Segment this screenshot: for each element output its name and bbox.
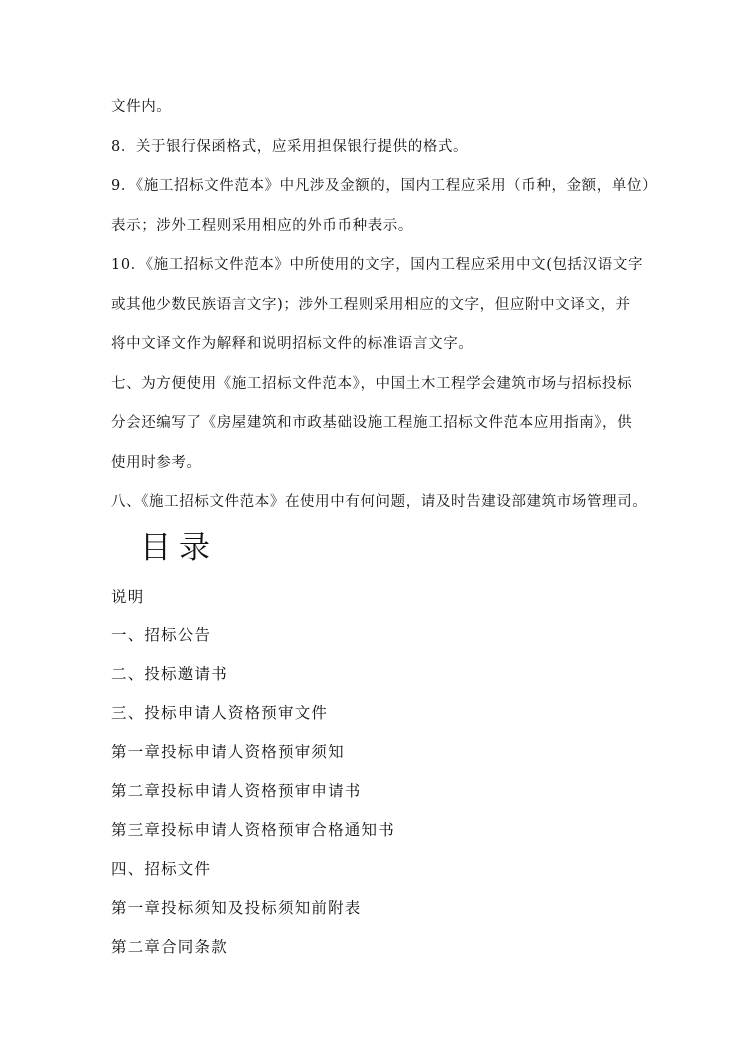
- body-line: 文件内。: [111, 99, 172, 115]
- body-line: 将中文译文作为解释和说明招标文件的标准语言文字。: [111, 336, 474, 352]
- body-line: 八、《施工招标文件范本》在使用中有何问题，请及时告建设部建筑市场管理司。: [111, 494, 648, 510]
- toc-item-chapter-2-prequal-application[interactable]: 第二章投标申请人资格预审申请书: [111, 782, 362, 800]
- body-text: [111, 88, 658, 523]
- body-line: 8．关于银行保函格式，应采用担保银行提供的格式。: [111, 138, 469, 155]
- toc-item-prequalification-docs[interactable]: 三、投标申请人资格预审文件: [111, 704, 329, 722]
- toc-item-bid-invitation[interactable]: 二、投标邀请书: [111, 665, 228, 683]
- toc-item-chapter-1-prequal-instructions[interactable]: 第一章投标申请人资格预审须知: [111, 743, 345, 761]
- body-line: 表示；涉外工程则采用相应的外币币种表示。: [111, 217, 413, 234]
- toc-title: 目录: [140, 530, 218, 566]
- body-line: 或其他少数民族语言文字)；涉外工程则采用相应的文字，但应附中文译文，并: [111, 296, 631, 313]
- body-line: 分会还编写了《房屋建筑和市政基础设施工程施工招标文件范本应用指南》，供: [111, 415, 633, 431]
- body-line: 9．《施工招标文件范本》中凡涉及金额的，国内工程应采用（币种，金额，单位）: [111, 178, 658, 194]
- toc-item-chapter-2-contract-terms[interactable]: 第二章合同条款: [111, 938, 228, 956]
- body-line: 七、为方便使用《施工招标文件范本》，中国土木工程学会建筑市场与招标投标: [111, 375, 633, 392]
- toc-item-preface[interactable]: 说明: [111, 588, 145, 606]
- toc-item-bidding-docs[interactable]: 四、招标文件: [111, 860, 212, 878]
- toc-item-chapter-1-bidder-instructions[interactable]: 第一章投标须知及投标须知前附表: [111, 899, 362, 917]
- body-line: 10．《施工招标文件范本》中所使用的文字，国内工程应采用中文(包括汉语文字: [111, 257, 644, 273]
- toc-item-chapter-3-prequal-notice[interactable]: 第三章投标申请人资格预审合格通知书: [111, 821, 395, 839]
- toc-item-bid-notice[interactable]: 一、招标公告: [111, 626, 212, 644]
- body-line: 使用时参考。: [111, 454, 202, 471]
